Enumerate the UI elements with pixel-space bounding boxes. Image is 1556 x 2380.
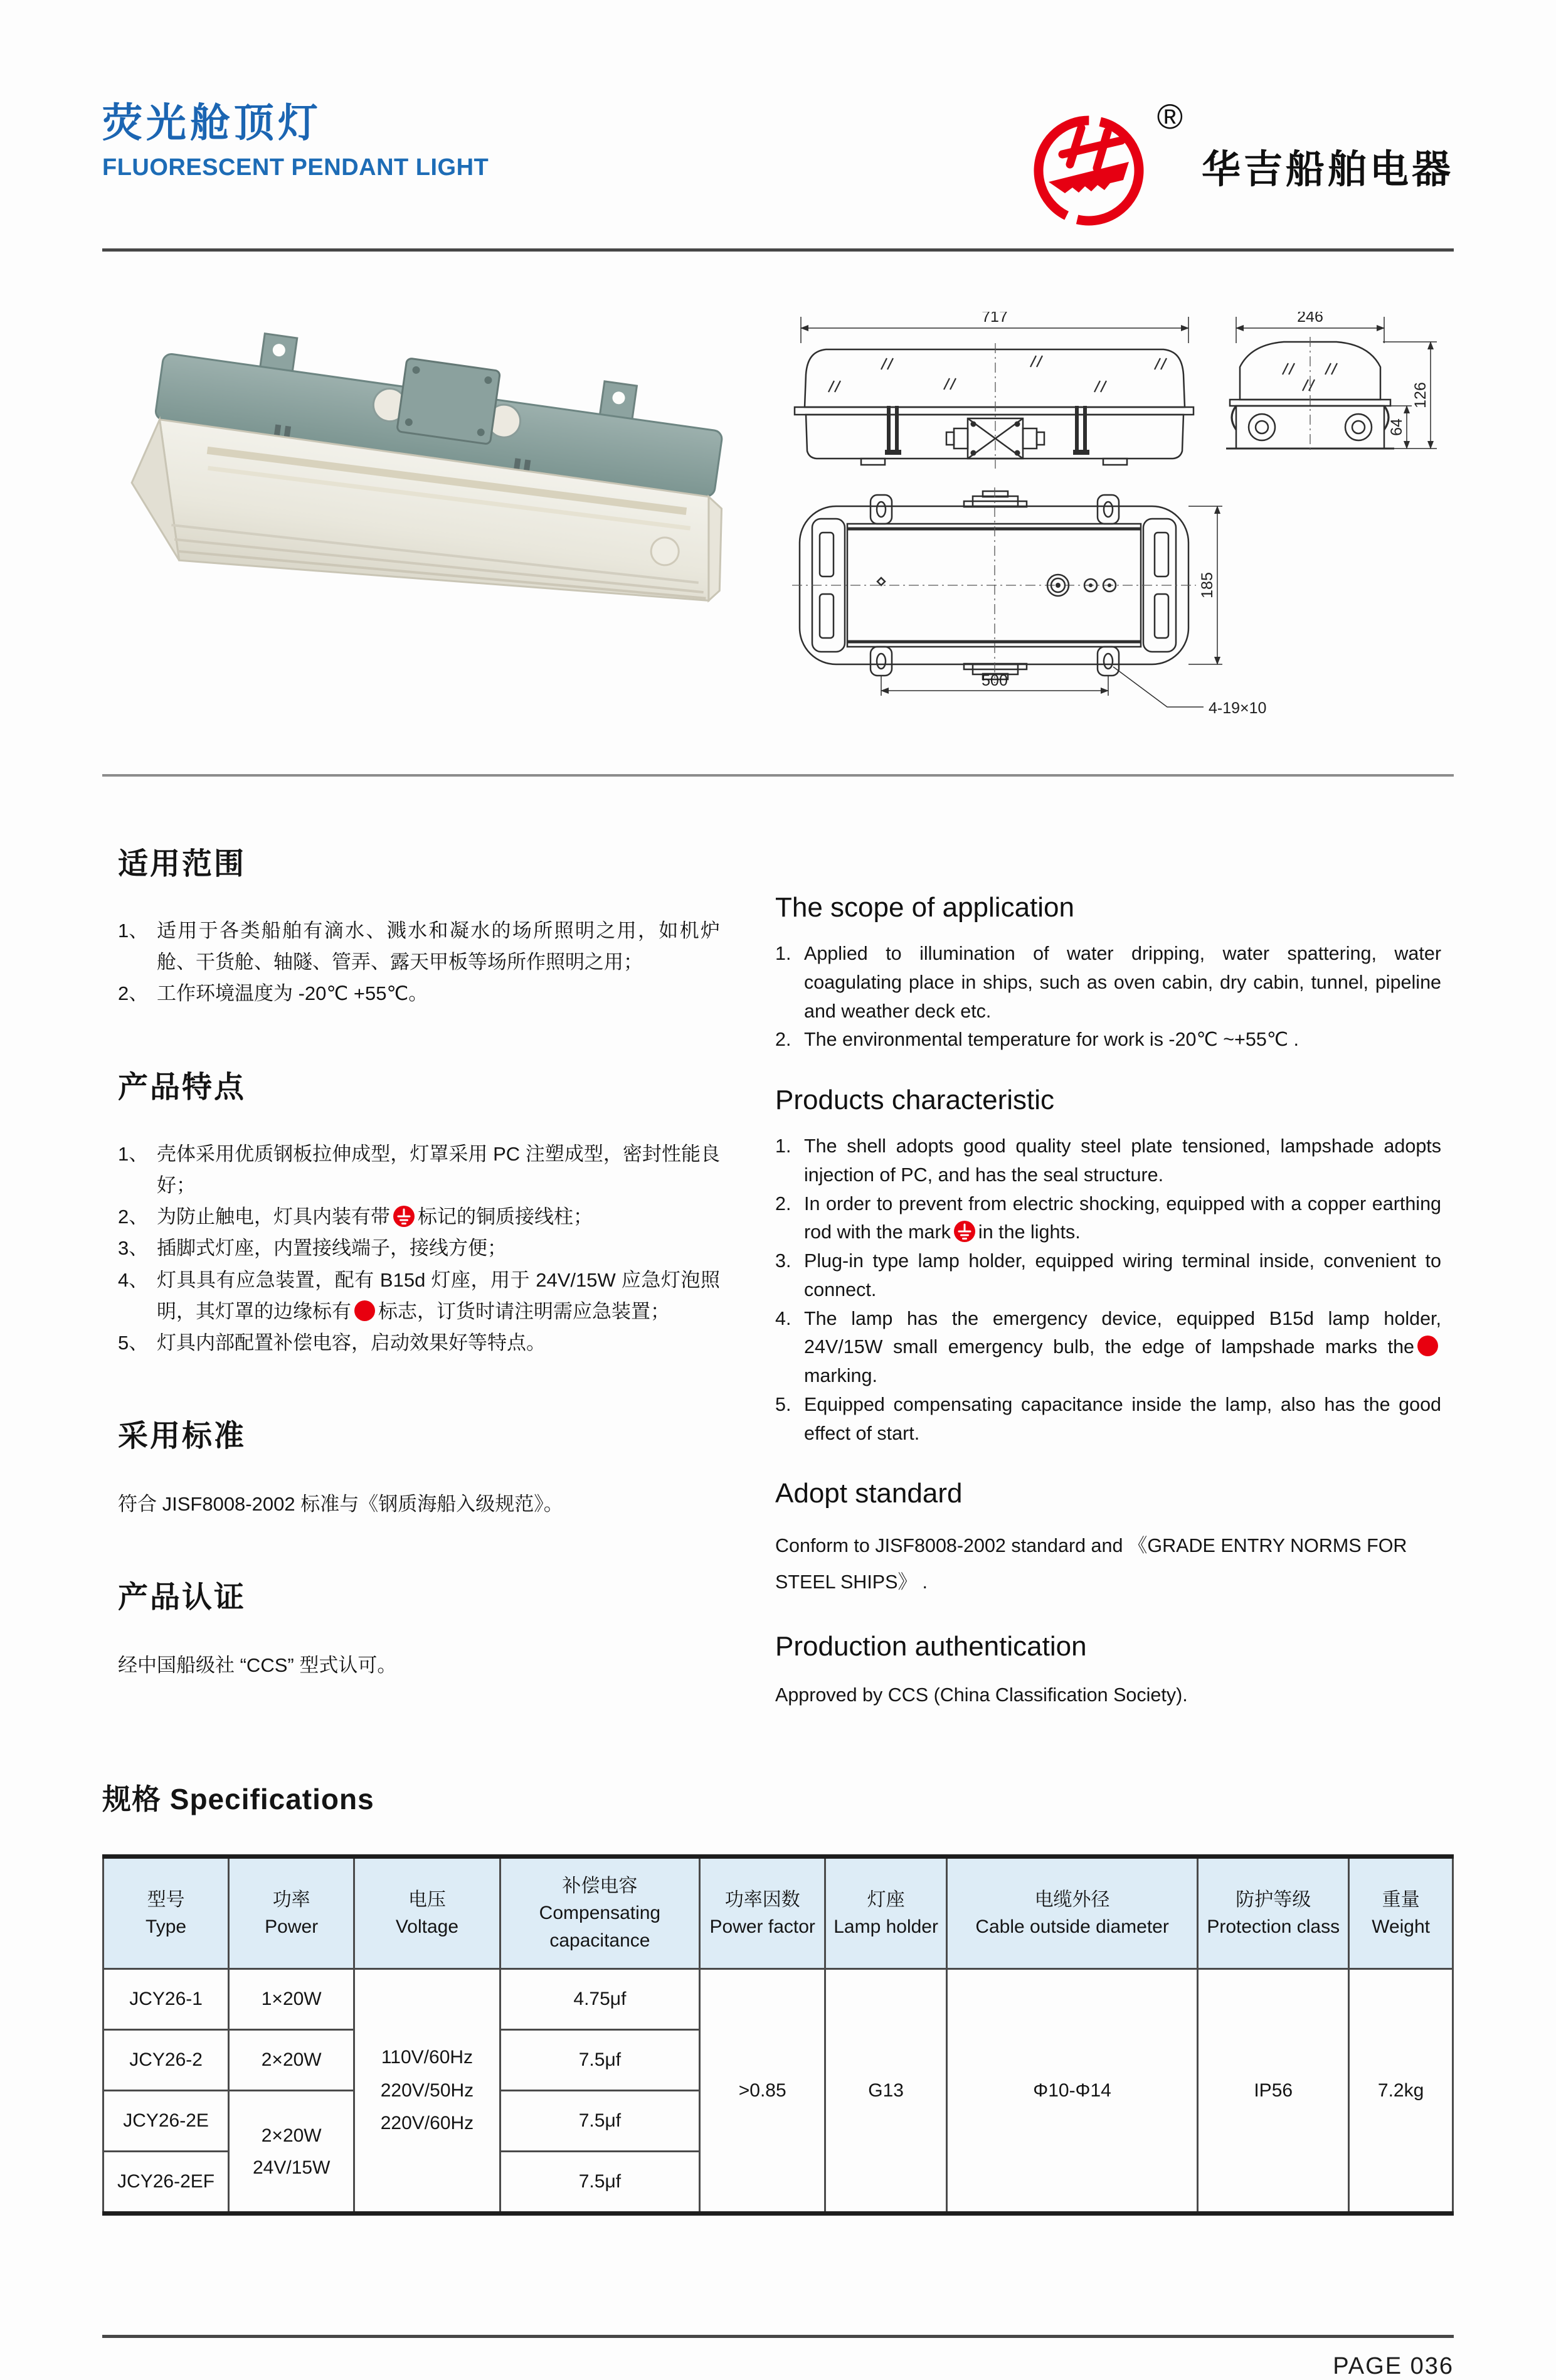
cell-type: JCY26-2EF: [103, 2152, 229, 2214]
col-cable: 电缆外径 Cable outside diameter: [946, 1856, 1197, 1969]
section-heading-scope-en: The scope of application: [775, 892, 1074, 923]
auth-text-en: Approved by CCS (China Classification Society).: [775, 1684, 1188, 1706]
dim-holes: 4-19×10: [1209, 699, 1267, 717]
earth-mark-icon: [393, 1205, 415, 1228]
cert-text-zh: 经中国船级社 “CCS” 型式认可。: [118, 1654, 397, 1676]
standard-text-en: Conform to JISF8008-2002 standard and 《GRADE ENTRY NORMS FOR STEEL SHIPS》 .: [775, 1535, 1407, 1593]
section-heading-scope-zh: 适用范围: [118, 847, 246, 881]
cell-lamp-holder: G13: [825, 1969, 947, 2214]
cell-power-factor: >0.85: [700, 1969, 825, 2214]
media-row: [102, 312, 1454, 729]
features-list-zh: [118, 1139, 720, 1359]
list-item: 2、 工作环境温度为 -20℃ +55℃。: [118, 982, 428, 1005]
list-item: 3、 插脚式灯座，内置接线端子，接线方便；: [118, 1237, 507, 1260]
english-column: [775, 892, 1441, 1710]
cell-type: JCY26-2: [103, 2030, 229, 2091]
table-header-row: [103, 1856, 1453, 1969]
earth-mark-icon: [953, 1220, 976, 1243]
dim-side-width: 246: [1297, 312, 1323, 326]
list-item: 1、 适用于各类船舶有滴水、溅水和凝水的场所照明之用，如机炉舱、干货舱、轴隧、管弄、露天甲板等场所作照明之用；: [118, 920, 720, 974]
cell-power: 2×20W 24V/15W: [229, 2091, 354, 2214]
col-voltage: 电压 Voltage: [354, 1856, 500, 1969]
list-item: 1. The shell adopts good quality steel plate tensioned, lampshade adopts injection of PC, and has the seal structure.: [775, 1135, 1441, 1186]
page-number: PAGE 036: [1333, 2353, 1454, 2380]
list-item: 4. The lamp has the emergency device, equipped B15d lamp holder, 24V/15W small emergency bulb, the edge of lampshade marks themarking.: [775, 1307, 1441, 1386]
cell-power: 1×20W: [229, 1969, 354, 2030]
registered-mark: ®: [1156, 97, 1183, 136]
table-row: [103, 1969, 1453, 2030]
list-item: 5、 灯具内部配置补偿电容，启动效果好等特点。: [118, 1331, 546, 1354]
header-divider: [102, 248, 1454, 252]
specs-heading: 规格 Specifications: [102, 1782, 374, 1815]
cell-capacitance: 7.5μf: [500, 2030, 699, 2091]
section-heading-auth-en: Production authentication: [775, 1631, 1087, 1662]
chinese-column: [102, 839, 720, 1710]
list-item: 4、 灯具具有应急装置，配有 B15d 灯座，用于 24V/15W 应急灯泡照明，其灯罩的边缘标有 标志，订货时请注明需应急装置；: [118, 1268, 720, 1322]
col-protection: 防护等级 Protection class: [1198, 1856, 1349, 1969]
scope-list-zh: [118, 915, 720, 1010]
product-photo: [102, 312, 767, 723]
list-item: 1. Applied to illumination of water dripping, water spattering, water coagulating place in ships, such as oven cabin, dry cabin, tunnel, pipeline and weather deck etc.: [775, 943, 1441, 1022]
col-lamp-holder: 灯座 Lamp holder: [825, 1856, 947, 1969]
cell-capacitance: 4.75μf: [500, 1969, 699, 2030]
standard-text-zh: 符合 JISF8008-2002 标准与《钢质海船入级规范》。: [118, 1493, 563, 1516]
emergency-dot-icon: [1417, 1336, 1438, 1356]
section-heading-cert-zh: 产品认证: [118, 1580, 246, 1614]
cell-capacitance: 7.5μf: [500, 2152, 699, 2214]
list-item: 2. The environmental temperature for work is -20℃ ~+55℃ .: [775, 1029, 1299, 1051]
col-weight: 重量 Weight: [1349, 1856, 1453, 1969]
page-title-zh: 荧光舱顶灯: [102, 100, 322, 146]
scope-list-en: [775, 940, 1441, 1055]
list-item: 2. In order to prevent from electric shocking, equipped with a copper earthing rod with the mark in the lights.: [775, 1193, 1441, 1243]
page-header: [102, 0, 1454, 227]
cell-protection: IP56: [1198, 1969, 1349, 2214]
col-power-factor: 功率因数 Power factor: [700, 1856, 825, 1969]
logo-emblem: [1026, 97, 1183, 227]
features-list-en: [775, 1132, 1441, 1448]
cell-weight: 7.2kg: [1349, 1969, 1453, 2214]
emergency-dot-icon: [354, 1300, 375, 1321]
cell-cable: Φ10-Φ14: [946, 1969, 1197, 2214]
content-columns: [102, 839, 1454, 1710]
section-heading-features-zh: 产品特点: [118, 1070, 246, 1104]
col-power: 功率 Power: [229, 1856, 354, 1969]
cell-type: JCY26-2E: [103, 2091, 229, 2152]
dimension-drawing: [787, 312, 1452, 726]
dim-side-total-height: 126: [1412, 382, 1429, 408]
list-item: 1、 壳体采用优质钢板拉伸成型，灯罩采用 PC 注塑成型，密封性能良好；: [118, 1142, 720, 1196]
section-heading-standard-zh: 采用标准: [118, 1420, 246, 1453]
page-title-en: FLUORESCENT PENDANT LIGHT: [102, 154, 489, 181]
section-heading-features-en: Products characteristic: [775, 1085, 1055, 1115]
cell-power: 2×20W: [229, 2030, 354, 2091]
specifications-table: [102, 1854, 1454, 2216]
list-item: 2、 为防止触电，灯具内装有带 标记的铜质接线柱；: [118, 1206, 593, 1228]
company-logo: [1026, 97, 1454, 227]
dim-bottom-span: 500: [982, 672, 1008, 689]
dim-bottom-height: 185: [1199, 572, 1216, 598]
col-capacitance: 补偿电容 Compensating capacitance: [500, 1856, 699, 1969]
col-type: 型号 Type: [103, 1856, 229, 1969]
dim-front-width: 717: [982, 312, 1008, 326]
pendant-light-photo-illustration: [102, 312, 767, 720]
footer-divider: [102, 2335, 1454, 2338]
media-divider: [102, 774, 1454, 777]
company-name: 华吉船舶电器: [1201, 147, 1454, 191]
list-item: 5. Equipped compensating capacitance inside the lamp, also has the good effect of start.: [775, 1393, 1441, 1444]
cell-capacitance: 7.5μf: [500, 2091, 699, 2152]
technical-drawings: [787, 312, 1452, 729]
title-block: [102, 100, 489, 181]
section-heading-standard-en: Adopt standard: [775, 1478, 963, 1509]
cell-type: JCY26-1: [103, 1969, 229, 2030]
list-item: 3. Plug-in type lamp holder, equipped wiring terminal inside, convenient to connect.: [775, 1250, 1441, 1300]
dim-side-body-height: 64: [1388, 418, 1405, 436]
cell-voltage: 110V/60Hz 220V/50Hz 220V/60Hz: [354, 1969, 500, 2214]
